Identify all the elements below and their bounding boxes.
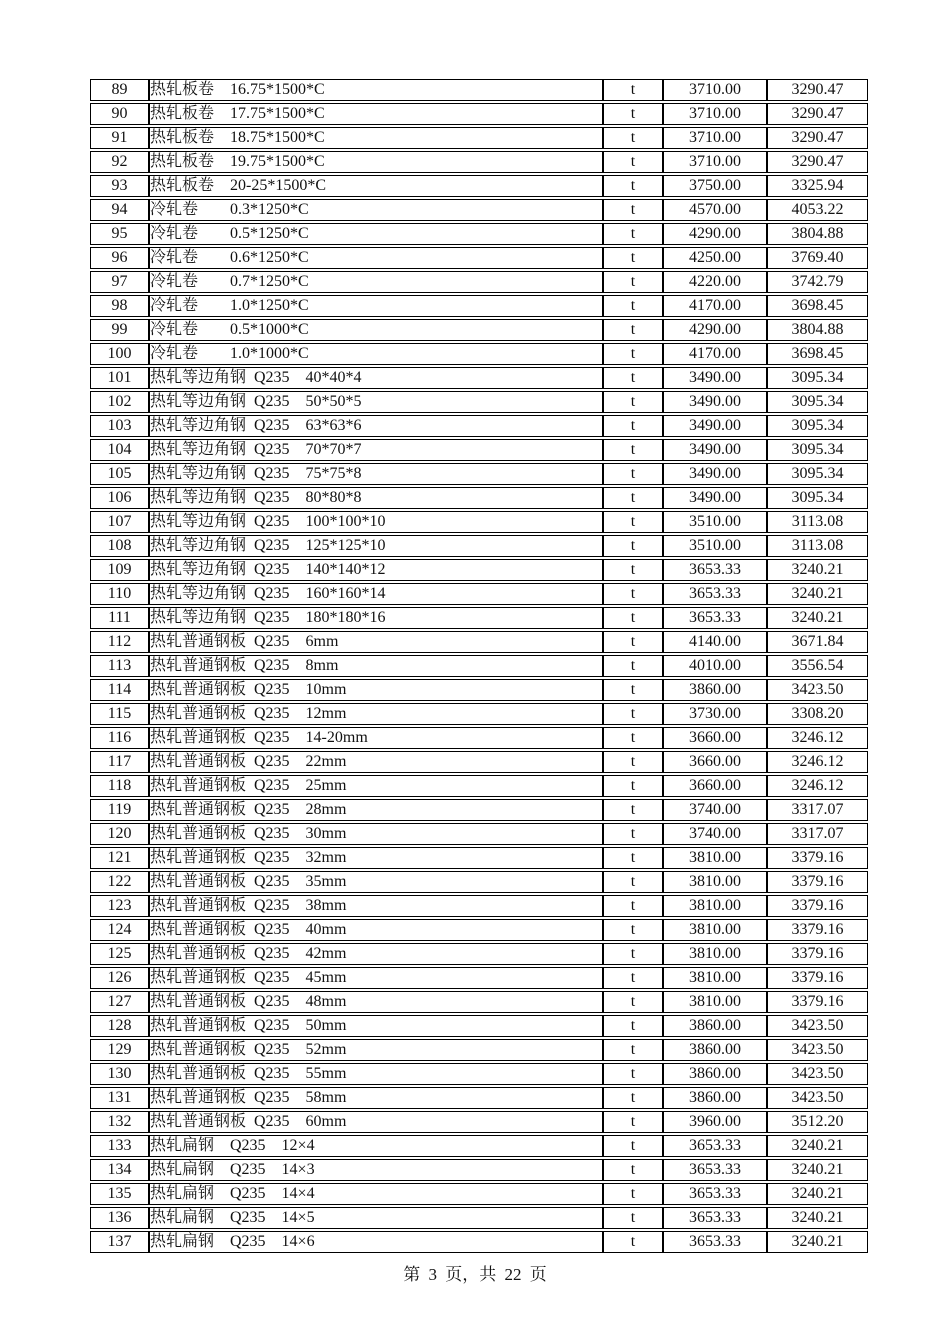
- table-row: [90, 1207, 868, 1229]
- item-description-cell: 热轧普通钢板 Q235 40mm: [149, 919, 603, 941]
- item-description-cell: 热轧扁钢 Q235 14×3: [149, 1159, 603, 1181]
- unit-cell: t: [603, 151, 663, 173]
- price-secondary-cell: 3240.21: [767, 1207, 868, 1229]
- price-cell: 4010.00: [663, 655, 767, 677]
- unit-cell: t: [603, 511, 663, 533]
- table-row: [90, 847, 868, 869]
- table-row: [90, 559, 868, 581]
- item-description-cell: 热轧普通钢板 Q235 22mm: [149, 751, 603, 773]
- row-number-cell: 92: [90, 151, 149, 173]
- item-description-cell: 热轧等边角钢 Q235 63*63*6: [149, 415, 603, 437]
- price-secondary-cell: 3379.16: [767, 919, 868, 941]
- price-secondary-cell: 3240.21: [767, 1135, 868, 1157]
- table-row: [90, 919, 868, 941]
- unit-cell: t: [603, 895, 663, 917]
- row-number-cell: 101: [90, 367, 149, 389]
- item-description-cell: 冷轧卷 0.5*1000*C: [149, 319, 603, 341]
- row-number-cell: 91: [90, 127, 149, 149]
- unit-cell: t: [603, 295, 663, 317]
- price-cell: 3810.00: [663, 919, 767, 941]
- price-secondary-cell: 3240.21: [767, 559, 868, 581]
- price-secondary-cell: 3240.21: [767, 583, 868, 605]
- price-cell: 3860.00: [663, 1087, 767, 1109]
- row-number-cell: 127: [90, 991, 149, 1013]
- price-secondary-cell: 3379.16: [767, 991, 868, 1013]
- unit-cell: t: [603, 1231, 663, 1253]
- unit-cell: t: [603, 415, 663, 437]
- price-secondary-cell: 3804.88: [767, 223, 868, 245]
- unit-cell: t: [603, 1063, 663, 1085]
- row-number-cell: 114: [90, 679, 149, 701]
- unit-cell: t: [603, 799, 663, 821]
- price-cell: 3710.00: [663, 127, 767, 149]
- price-cell: 3710.00: [663, 151, 767, 173]
- row-number-cell: 125: [90, 943, 149, 965]
- item-description-cell: 冷轧卷 0.3*1250*C: [149, 199, 603, 221]
- unit-cell: t: [603, 103, 663, 125]
- unit-cell: t: [603, 367, 663, 389]
- price-cell: 3653.33: [663, 607, 767, 629]
- table-row: [90, 607, 868, 629]
- row-number-cell: 122: [90, 871, 149, 893]
- price-secondary-cell: 3240.21: [767, 1159, 868, 1181]
- price-secondary-cell: 3095.34: [767, 367, 868, 389]
- table-row: [90, 823, 868, 845]
- item-description-cell: 冷轧卷 1.0*1250*C: [149, 295, 603, 317]
- price-secondary-cell: 3308.20: [767, 703, 868, 725]
- price-cell: 4170.00: [663, 343, 767, 365]
- price-cell: 3860.00: [663, 1015, 767, 1037]
- table-row: [90, 319, 868, 341]
- row-number-cell: 132: [90, 1111, 149, 1133]
- price-secondary-cell: 3698.45: [767, 295, 868, 317]
- row-number-cell: 98: [90, 295, 149, 317]
- row-number-cell: 95: [90, 223, 149, 245]
- unit-cell: t: [603, 1111, 663, 1133]
- price-cell: 3810.00: [663, 991, 767, 1013]
- table-row: [90, 79, 868, 101]
- price-cell: 3740.00: [663, 823, 767, 845]
- price-secondary-cell: 3379.16: [767, 847, 868, 869]
- row-number-cell: 135: [90, 1183, 149, 1205]
- item-description-cell: 热轧普通钢板 Q235 42mm: [149, 943, 603, 965]
- price-secondary-cell: 3095.34: [767, 439, 868, 461]
- price-secondary-cell: 3423.50: [767, 1087, 868, 1109]
- row-number-cell: 96: [90, 247, 149, 269]
- row-number-cell: 100: [90, 343, 149, 365]
- table-row: [90, 1015, 868, 1037]
- price-secondary-cell: 3246.12: [767, 751, 868, 773]
- unit-cell: t: [603, 1207, 663, 1229]
- item-description-cell: 热轧扁钢 Q235 14×4: [149, 1183, 603, 1205]
- item-description-cell: 冷轧卷 0.7*1250*C: [149, 271, 603, 293]
- price-secondary-cell: 3290.47: [767, 151, 868, 173]
- table-row: [90, 871, 868, 893]
- price-cell: 3750.00: [663, 175, 767, 197]
- table-row: [90, 535, 868, 557]
- price-cell: 3653.33: [663, 559, 767, 581]
- item-description-cell: 热轧等边角钢 Q235 160*160*14: [149, 583, 603, 605]
- unit-cell: t: [603, 1039, 663, 1061]
- table-row: [90, 223, 868, 245]
- table-row: [90, 487, 868, 509]
- table-row: [90, 727, 868, 749]
- price-secondary-cell: 3698.45: [767, 343, 868, 365]
- unit-cell: t: [603, 583, 663, 605]
- price-cell: 3860.00: [663, 1063, 767, 1085]
- item-description-cell: 热轧普通钢板 Q235 58mm: [149, 1087, 603, 1109]
- item-description-cell: 热轧普通钢板 Q235 45mm: [149, 967, 603, 989]
- row-number-cell: 102: [90, 391, 149, 413]
- table-row: [90, 511, 868, 533]
- item-description-cell: 热轧普通钢板 Q235 55mm: [149, 1063, 603, 1085]
- row-number-cell: 134: [90, 1159, 149, 1181]
- table-row: [90, 799, 868, 821]
- table-row: [90, 343, 868, 365]
- table-row: [90, 1087, 868, 1109]
- item-description-cell: 热轧普通钢板 Q235 60mm: [149, 1111, 603, 1133]
- item-description-cell: 热轧普通钢板 Q235 12mm: [149, 703, 603, 725]
- price-cell: 3710.00: [663, 103, 767, 125]
- item-description-cell: 热轧普通钢板 Q235 10mm: [149, 679, 603, 701]
- price-cell: 3960.00: [663, 1111, 767, 1133]
- unit-cell: t: [603, 535, 663, 557]
- unit-cell: t: [603, 1087, 663, 1109]
- row-number-cell: 129: [90, 1039, 149, 1061]
- item-description-cell: 热轧扁钢 Q235 12×4: [149, 1135, 603, 1157]
- price-cell: 4250.00: [663, 247, 767, 269]
- row-number-cell: 108: [90, 535, 149, 557]
- unit-cell: t: [603, 847, 663, 869]
- row-number-cell: 89: [90, 79, 149, 101]
- unit-cell: t: [603, 1183, 663, 1205]
- price-table: [90, 77, 868, 1255]
- unit-cell: t: [603, 727, 663, 749]
- price-secondary-cell: 3671.84: [767, 631, 868, 653]
- unit-cell: t: [603, 991, 663, 1013]
- item-description-cell: 热轧普通钢板 Q235 35mm: [149, 871, 603, 893]
- price-secondary-cell: 3379.16: [767, 943, 868, 965]
- row-number-cell: 123: [90, 895, 149, 917]
- table-row: [90, 463, 868, 485]
- unit-cell: t: [603, 319, 663, 341]
- table-row: [90, 247, 868, 269]
- table-row: [90, 1063, 868, 1085]
- item-description-cell: 热轧等边角钢 Q235 80*80*8: [149, 487, 603, 509]
- row-number-cell: 121: [90, 847, 149, 869]
- row-number-cell: 112: [90, 631, 149, 653]
- unit-cell: t: [603, 223, 663, 245]
- table-row: [90, 943, 868, 965]
- price-cell: 3860.00: [663, 679, 767, 701]
- price-secondary-cell: 3556.54: [767, 655, 868, 677]
- item-description-cell: 热轧普通钢板 Q235 30mm: [149, 823, 603, 845]
- row-number-cell: 130: [90, 1063, 149, 1085]
- unit-cell: t: [603, 871, 663, 893]
- price-cell: 3810.00: [663, 967, 767, 989]
- unit-cell: t: [603, 1015, 663, 1037]
- unit-cell: t: [603, 487, 663, 509]
- row-number-cell: 116: [90, 727, 149, 749]
- price-secondary-cell: 3423.50: [767, 679, 868, 701]
- unit-cell: t: [603, 607, 663, 629]
- table-row: [90, 271, 868, 293]
- item-description-cell: 冷轧卷 0.5*1250*C: [149, 223, 603, 245]
- price-secondary-cell: 3317.07: [767, 799, 868, 821]
- unit-cell: t: [603, 175, 663, 197]
- row-number-cell: 106: [90, 487, 149, 509]
- table-row: [90, 751, 868, 773]
- item-description-cell: 热轧普通钢板 Q235 48mm: [149, 991, 603, 1013]
- price-secondary-cell: 3246.12: [767, 727, 868, 749]
- price-secondary-cell: 3095.34: [767, 463, 868, 485]
- price-secondary-cell: 3246.12: [767, 775, 868, 797]
- table-row: [90, 631, 868, 653]
- price-secondary-cell: 3240.21: [767, 607, 868, 629]
- price-secondary-cell: 3240.21: [767, 1231, 868, 1253]
- page-footer: 第 3 页，共 22 页: [403, 1265, 547, 1284]
- price-secondary-cell: 3423.50: [767, 1063, 868, 1085]
- unit-cell: t: [603, 631, 663, 653]
- price-cell: 3810.00: [663, 847, 767, 869]
- price-secondary-cell: 3290.47: [767, 103, 868, 125]
- price-secondary-cell: 3113.08: [767, 535, 868, 557]
- unit-cell: t: [603, 199, 663, 221]
- table-row: [90, 103, 868, 125]
- table-row: [90, 1135, 868, 1157]
- unit-cell: t: [603, 679, 663, 701]
- table-row: [90, 295, 868, 317]
- item-description-cell: 热轧普通钢板 Q235 14-20mm: [149, 727, 603, 749]
- row-number-cell: 104: [90, 439, 149, 461]
- price-cell: 3653.33: [663, 1231, 767, 1253]
- unit-cell: t: [603, 967, 663, 989]
- item-description-cell: 热轧等边角钢 Q235 40*40*4: [149, 367, 603, 389]
- item-description-cell: 热轧扁钢 Q235 14×6: [149, 1231, 603, 1253]
- table-row: [90, 775, 868, 797]
- price-cell: 3660.00: [663, 775, 767, 797]
- row-number-cell: 99: [90, 319, 149, 341]
- item-description-cell: 冷轧卷 1.0*1000*C: [149, 343, 603, 365]
- item-description-cell: 热轧板卷 18.75*1500*C: [149, 127, 603, 149]
- price-secondary-cell: 3317.07: [767, 823, 868, 845]
- price-cell: 3810.00: [663, 943, 767, 965]
- price-secondary-cell: 3095.34: [767, 487, 868, 509]
- item-description-cell: 热轧板卷 20-25*1500*C: [149, 175, 603, 197]
- item-description-cell: 热轧板卷 16.75*1500*C: [149, 79, 603, 101]
- item-description-cell: 热轧板卷 19.75*1500*C: [149, 151, 603, 173]
- price-cell: 4290.00: [663, 319, 767, 341]
- unit-cell: t: [603, 559, 663, 581]
- item-description-cell: 热轧普通钢板 Q235 50mm: [149, 1015, 603, 1037]
- price-cell: 4570.00: [663, 199, 767, 221]
- item-description-cell: 热轧等边角钢 Q235 140*140*12: [149, 559, 603, 581]
- price-cell: 3740.00: [663, 799, 767, 821]
- row-number-cell: 107: [90, 511, 149, 533]
- table-row: [90, 415, 868, 437]
- price-secondary-cell: 3423.50: [767, 1039, 868, 1061]
- row-number-cell: 120: [90, 823, 149, 845]
- row-number-cell: 111: [90, 607, 149, 629]
- price-cell: 3660.00: [663, 727, 767, 749]
- table-row: [90, 367, 868, 389]
- price-secondary-cell: 3325.94: [767, 175, 868, 197]
- price-cell: 4220.00: [663, 271, 767, 293]
- item-description-cell: 冷轧卷 0.6*1250*C: [149, 247, 603, 269]
- price-cell: 3810.00: [663, 871, 767, 893]
- table-row: [90, 1159, 868, 1181]
- row-number-cell: 124: [90, 919, 149, 941]
- item-description-cell: 热轧等边角钢 Q235 50*50*5: [149, 391, 603, 413]
- row-number-cell: 118: [90, 775, 149, 797]
- item-description-cell: 热轧普通钢板 Q235 25mm: [149, 775, 603, 797]
- unit-cell: t: [603, 343, 663, 365]
- table-row: [90, 1039, 868, 1061]
- item-description-cell: 热轧普通钢板 Q235 38mm: [149, 895, 603, 917]
- price-cell: 3490.00: [663, 439, 767, 461]
- price-cell: 3653.33: [663, 1159, 767, 1181]
- price-cell: 3710.00: [663, 79, 767, 101]
- table-row: [90, 439, 868, 461]
- price-secondary-cell: 3095.34: [767, 391, 868, 413]
- table-row: [90, 583, 868, 605]
- price-cell: 3653.33: [663, 1183, 767, 1205]
- unit-cell: t: [603, 703, 663, 725]
- price-cell: 3653.33: [663, 1207, 767, 1229]
- row-number-cell: 105: [90, 463, 149, 485]
- row-number-cell: 126: [90, 967, 149, 989]
- row-number-cell: 133: [90, 1135, 149, 1157]
- unit-cell: t: [603, 127, 663, 149]
- price-cell: 3490.00: [663, 463, 767, 485]
- unit-cell: t: [603, 919, 663, 941]
- price-cell: 3490.00: [663, 391, 767, 413]
- price-secondary-cell: 3113.08: [767, 511, 868, 533]
- price-secondary-cell: 3290.47: [767, 79, 868, 101]
- unit-cell: t: [603, 271, 663, 293]
- price-secondary-cell: 3379.16: [767, 967, 868, 989]
- table-row: [90, 1111, 868, 1133]
- row-number-cell: 128: [90, 1015, 149, 1037]
- row-number-cell: 90: [90, 103, 149, 125]
- row-number-cell: 115: [90, 703, 149, 725]
- row-number-cell: 93: [90, 175, 149, 197]
- item-description-cell: 热轧普通钢板 Q235 8mm: [149, 655, 603, 677]
- price-secondary-cell: 3379.16: [767, 895, 868, 917]
- price-secondary-cell: 3423.50: [767, 1015, 868, 1037]
- table-row: [90, 991, 868, 1013]
- unit-cell: t: [603, 79, 663, 101]
- item-description-cell: 热轧普通钢板 Q235 28mm: [149, 799, 603, 821]
- price-cell: 3660.00: [663, 751, 767, 773]
- item-description-cell: 热轧普通钢板 Q235 32mm: [149, 847, 603, 869]
- table-row: [90, 391, 868, 413]
- item-description-cell: 热轧等边角钢 Q235 75*75*8: [149, 463, 603, 485]
- row-number-cell: 110: [90, 583, 149, 605]
- price-secondary-cell: 3095.34: [767, 415, 868, 437]
- row-number-cell: 109: [90, 559, 149, 581]
- price-secondary-cell: 3240.21: [767, 1183, 868, 1205]
- price-cell: 3510.00: [663, 511, 767, 533]
- price-cell: 4170.00: [663, 295, 767, 317]
- price-secondary-cell: 3769.40: [767, 247, 868, 269]
- unit-cell: t: [603, 1135, 663, 1157]
- unit-cell: t: [603, 943, 663, 965]
- price-cell: 3490.00: [663, 487, 767, 509]
- price-cell: 3730.00: [663, 703, 767, 725]
- unit-cell: t: [603, 247, 663, 269]
- price-secondary-cell: 3512.20: [767, 1111, 868, 1133]
- price-secondary-cell: 3804.88: [767, 319, 868, 341]
- table-row: [90, 895, 868, 917]
- row-number-cell: 136: [90, 1207, 149, 1229]
- price-cell: 4140.00: [663, 631, 767, 653]
- item-description-cell: 热轧等边角钢 Q235 100*100*10: [149, 511, 603, 533]
- row-number-cell: 97: [90, 271, 149, 293]
- item-description-cell: 热轧普通钢板 Q235 6mm: [149, 631, 603, 653]
- table-row: [90, 151, 868, 173]
- price-cell: 3860.00: [663, 1039, 767, 1061]
- price-cell: 3510.00: [663, 535, 767, 557]
- unit-cell: t: [603, 655, 663, 677]
- table-row: [90, 175, 868, 197]
- table-row: [90, 703, 868, 725]
- price-cell: 3653.33: [663, 1135, 767, 1157]
- table-row: [90, 1183, 868, 1205]
- price-secondary-cell: 3742.79: [767, 271, 868, 293]
- table-row: [90, 1231, 868, 1253]
- price-secondary-cell: 3379.16: [767, 871, 868, 893]
- unit-cell: t: [603, 775, 663, 797]
- price-secondary-cell: 3290.47: [767, 127, 868, 149]
- item-description-cell: 热轧普通钢板 Q235 52mm: [149, 1039, 603, 1061]
- unit-cell: t: [603, 439, 663, 461]
- row-number-cell: 94: [90, 199, 149, 221]
- table-row: [90, 127, 868, 149]
- unit-cell: t: [603, 391, 663, 413]
- item-description-cell: 热轧等边角钢 Q235 70*70*7: [149, 439, 603, 461]
- unit-cell: t: [603, 751, 663, 773]
- item-description-cell: 热轧板卷 17.75*1500*C: [149, 103, 603, 125]
- unit-cell: t: [603, 823, 663, 845]
- unit-cell: t: [603, 1159, 663, 1181]
- row-number-cell: 103: [90, 415, 149, 437]
- item-description-cell: 热轧等边角钢 Q235 180*180*16: [149, 607, 603, 629]
- price-cell: 3810.00: [663, 895, 767, 917]
- price-cell: 3490.00: [663, 367, 767, 389]
- row-number-cell: 137: [90, 1231, 149, 1253]
- price-cell: 3653.33: [663, 583, 767, 605]
- table-row: [90, 655, 868, 677]
- table-row: [90, 679, 868, 701]
- unit-cell: t: [603, 463, 663, 485]
- item-description-cell: 热轧等边角钢 Q235 125*125*10: [149, 535, 603, 557]
- row-number-cell: 119: [90, 799, 149, 821]
- table-row: [90, 199, 868, 221]
- row-number-cell: 117: [90, 751, 149, 773]
- row-number-cell: 113: [90, 655, 149, 677]
- price-cell: 4290.00: [663, 223, 767, 245]
- price-cell: 3490.00: [663, 415, 767, 437]
- item-description-cell: 热轧扁钢 Q235 14×5: [149, 1207, 603, 1229]
- price-secondary-cell: 4053.22: [767, 199, 868, 221]
- row-number-cell: 131: [90, 1087, 149, 1109]
- table-row: [90, 967, 868, 989]
